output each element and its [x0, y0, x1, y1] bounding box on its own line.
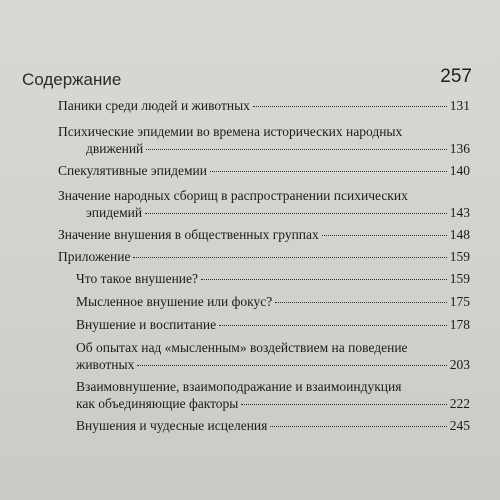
toc-entry-page: 222: [449, 396, 470, 411]
toc-entry-title: Спекулятивные эпидемии: [58, 163, 207, 178]
toc-entry: [58, 123, 470, 157]
dot-leader: [275, 302, 447, 303]
toc-entry-title: Значение внушения в общественных группах: [58, 227, 319, 242]
toc-entry: [58, 187, 470, 221]
toc-entry: [58, 97, 470, 114]
toc-entry-page: 245: [449, 418, 470, 433]
toc-subentry: [76, 339, 470, 373]
toc-entry-title: Что такое внушение?: [76, 271, 199, 286]
page-number: 257: [440, 66, 472, 87]
toc-entry-title-continued: как объединяющие факторы: [76, 396, 239, 411]
toc-subentry: [76, 293, 470, 310]
toc-entry-title: Внушение и воспитание: [76, 317, 217, 332]
toc-entry-title: Мысленное внушение или фокус?: [76, 294, 273, 309]
dot-leader: [241, 404, 446, 405]
toc-entry-title-continued: движений: [86, 141, 144, 156]
dot-leader: [201, 279, 447, 280]
toc-entry-page: 178: [449, 317, 470, 332]
toc-entry: [58, 226, 470, 243]
toc-entry-title: Приложение: [58, 249, 131, 264]
toc-entry-title: Психические эпидемии во времена исторических народных: [58, 124, 403, 139]
dot-leader: [137, 365, 446, 366]
toc-subentry: [76, 378, 470, 412]
toc-entry-title: Об опытах над «мысленным» воздействием на поведение: [76, 340, 408, 355]
toc-entry-title: Значение народных сборищ в распространении психических: [58, 188, 408, 203]
toc-entry-title-continued: эпидемий: [86, 205, 143, 220]
toc-entry-page: 131: [449, 98, 470, 113]
toc-subentry: [76, 316, 470, 333]
toc-subentry: [76, 417, 470, 434]
toc-entry-page: 159: [449, 249, 470, 264]
dot-leader: [219, 325, 447, 326]
toc-entry-page: 175: [449, 294, 470, 309]
dot-leader: [146, 149, 446, 150]
toc-entry-page: 203: [449, 357, 470, 372]
toc-subentry: [76, 270, 470, 287]
toc-entry-title-continued: животных: [76, 357, 135, 372]
toc-entry-title: Паники среди людей и животных: [58, 98, 250, 113]
dot-leader: [270, 426, 446, 427]
toc-entry-page: 143: [449, 205, 470, 220]
dot-leader: [145, 213, 447, 214]
toc-entry-page: 148: [449, 227, 470, 242]
toc-entry-page: 159: [449, 271, 470, 286]
toc-entry-page: 140: [449, 163, 470, 178]
running-head: Содержание: [22, 70, 122, 89]
dot-leader: [210, 171, 447, 172]
toc-entry-title: Внушения и чудесные исцеления: [76, 418, 268, 433]
toc-entry-page: 136: [449, 141, 470, 156]
toc-entry: [58, 162, 470, 179]
toc-entry-title: Взаимовнушение, взаимоподражание и взаимоиндукция: [76, 379, 402, 394]
dot-leader: [322, 235, 447, 236]
toc-entry: [58, 248, 470, 265]
dot-leader: [253, 106, 447, 107]
dot-leader: [133, 257, 446, 258]
